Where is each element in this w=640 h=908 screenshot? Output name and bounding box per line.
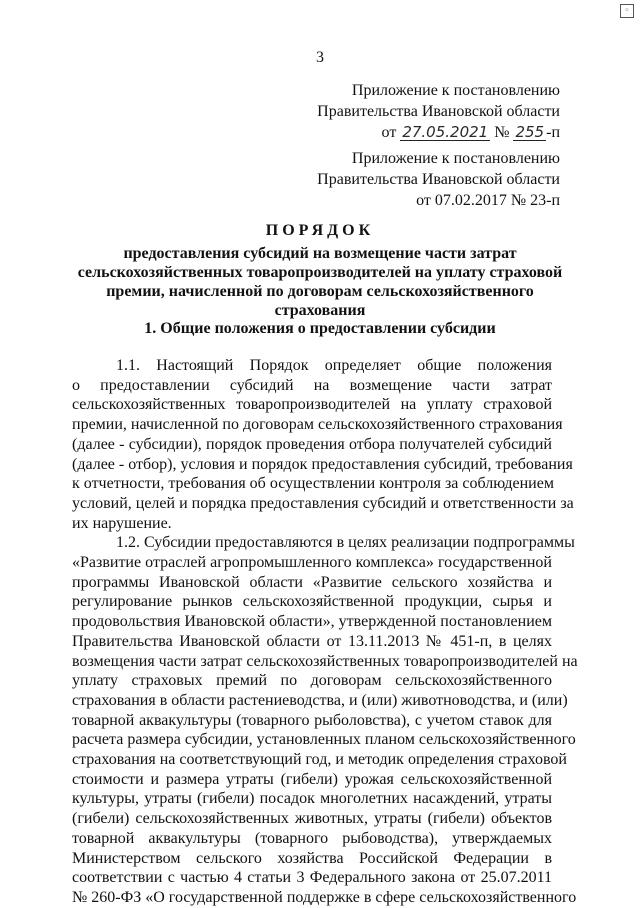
title-sub-line: премии, начисленной по договорам сельскохозяйственного (106, 283, 534, 300)
text-line: Министерством сельского хозяйства Российской Федерации в (72, 849, 552, 867)
number-suffix: -п (546, 124, 560, 141)
text-line: № 260-ФЗ «О государственной поддержке в сфере сельскохозяйственного (72, 888, 577, 906)
text-line: возмещения части затрат сельскохозяйственных товаропроизводителей на (72, 652, 578, 670)
page-number: 3 (316, 49, 324, 66)
appendix-old-line1: Приложение к постановлению (351, 150, 560, 167)
title-sub-line: страхования (274, 302, 366, 319)
title-sub-line: сельскохозяйственных товаропроизводителей на уплату страховой (77, 264, 563, 281)
appendix-new-block (317, 80, 560, 143)
number-prefix: № (494, 124, 510, 141)
text-line: Правительства Ивановской области от 13.11.2013 № 451-п, в целях (72, 632, 552, 650)
title-main: ПОРЯДОК (265, 222, 375, 239)
paragraph-1-2 (72, 533, 578, 907)
body-text (72, 356, 578, 908)
text-line: (далее - отбор), условия и порядок предоставления субсидий, требования (72, 455, 573, 473)
date-prefix: от (381, 124, 397, 141)
text-line: регулирование рынков сельскохозяйственной продукции, сырья и (72, 593, 552, 611)
text-line: «Развитие отраслей агропромышленного комплекса» государственной (72, 554, 552, 572)
text-line: 1.2. Субсидии предоставляются в целях реализации подпрограммы (116, 534, 575, 552)
document-title (60, 221, 580, 320)
section-heading: 1. Общие положения о предоставлении субсидии (144, 320, 496, 337)
text-line: (далее - субсидии), порядок проведения отбора получателей субсидий (72, 435, 552, 453)
corner-mark-icon: ◦ (620, 4, 634, 18)
appendix-old-block (317, 148, 560, 211)
text-line: культуры, утраты (гибели) посадок многолетних насаждений, утраты (72, 790, 552, 808)
paragraph-1-1 (72, 356, 574, 533)
text-line: сельскохозяйственных товаропроизводителей на уплату страховой (72, 396, 552, 414)
text-line: стоимости и размера утраты (гибели) урожая сельскохозяйственной (72, 770, 552, 788)
handwritten-number: 255 (515, 123, 545, 141)
text-line: премии, начисленной по договорам сельскохозяйственного страхования (72, 416, 563, 434)
title-sub-line: предоставления субсидий на возмещение части затрат (123, 245, 517, 262)
text-line: условий, целей и порядка предоставления субсидий и ответственности за (72, 494, 574, 512)
text-line: товарной аквакультуры (товарного рыбоводства), утверждаемых (72, 829, 552, 847)
appendix-old-line3: от 07.02.2017 № 23-п (416, 192, 560, 209)
text-line: о предоставлении субсидий на возмещение части затрат (72, 376, 552, 394)
handwritten-date: 27.05.2021 (402, 123, 489, 141)
text-line: соответствии с частью 4 статьи 3 Федерального закона от 25.07.2011 (72, 869, 552, 887)
text-line: товарной аквакультуры (товарного рыболовства), с учетом ставок для (72, 711, 552, 729)
text-line: (гибели) сельскохозяйственных животных, утраты (гибели) объектов (72, 810, 552, 828)
text-line: продовольствия Ивановской области», утвержденной постановлением (72, 613, 552, 631)
appendix-new-date-line (317, 122, 560, 143)
text-line: страхования в области растениеводства, и (или) животноводства, и (или) (72, 691, 568, 709)
appendix-new-line1: Приложение к постановлению (351, 82, 560, 99)
text-line: к отчетности, требования об осуществлении контроля за соблюдением (72, 475, 554, 493)
text-line: их нарушение. (72, 514, 172, 532)
text-line: программы Ивановской области «Развитие сельского хозяйства и (72, 573, 552, 591)
text-line: уплату страховых премий по договорам сельскохозяйственного (72, 672, 552, 690)
text-line: страхования на соответствующий год, и методик определения страховой (72, 751, 567, 769)
text-line: 1.1. Настоящий Порядок определяет общие положения (116, 357, 552, 374)
text-line: расчета размера субсидии, установленных планом сельскохозяйственного (72, 731, 576, 749)
appendix-old-line2: Правительства Ивановской области (317, 171, 560, 188)
appendix-new-line2: Правительства Ивановской области (317, 103, 560, 120)
